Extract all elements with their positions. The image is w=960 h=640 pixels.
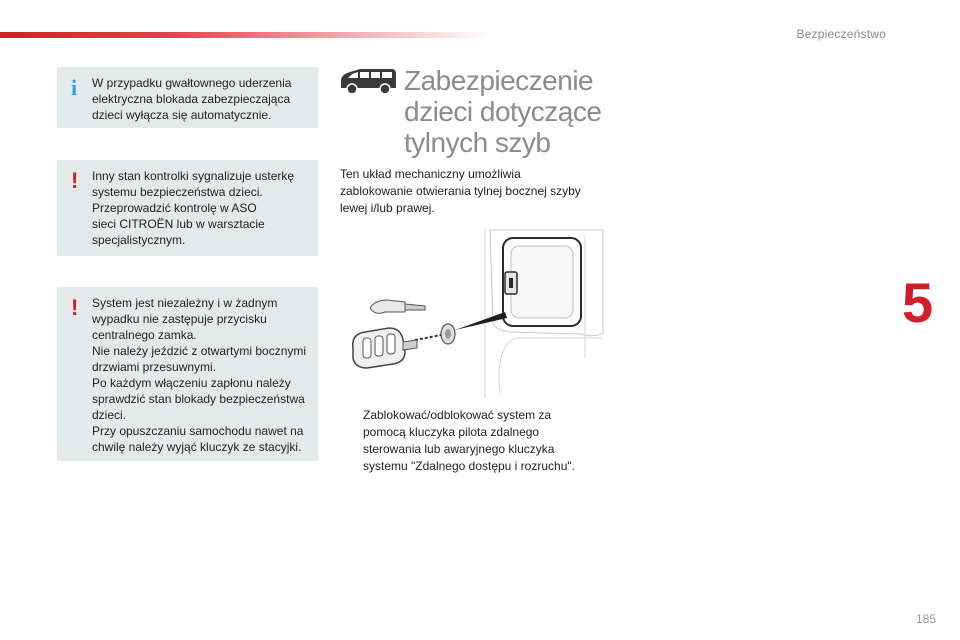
info-note [57,67,318,128]
van-icon [338,66,398,96]
intro-text: Ten układ mechaniczny umożliwia zablokowanie otwierania tylnej bocznej szyby lewej i/lub prawej. [340,167,581,215]
warning-note-text: System jest niezależny i w żadnym wypadku nie zastępuje przycisku centralnego zamka. Nie należy jeździć z otwartymi bocznymi drzwiami przesuwnymi. Po każdym włączeniu zapłonu należy sprawdzić stan blokady bezpieczeństwa dzieci. Przy opuszczaniu samochodu nawet na chwilę należy wyjąć kluczyk ze stacyjki. [92,296,307,454]
key-and-window-lock-illustration [345,228,607,398]
chapter-number: 5 [902,271,934,334]
instruction-step [340,407,610,475]
header-accent-bar [0,32,490,38]
warning-note [57,160,318,256]
warning-note [57,287,318,461]
page-title: Zabezpieczenie dzieci dotyczące tylnych szyb [404,65,602,158]
info-icon: i [71,75,78,100]
step-text: Zablokować/odblokować system za pomocą kluczyka pilota zdalnego sterowania lub awaryjnego kluczyka systemu "Zdalnego dostępu i rozruchu". [363,408,575,473]
warning-icon: ! [71,168,79,193]
warning-icon: ! [71,295,79,320]
page-number: 185 [916,612,937,626]
section-title: Bezpieczeństwo [796,27,886,41]
info-note-text: W przypadku gwałtownego uderzenia elektryczna blokada zabezpieczająca dzieci wyłącza się automatycznie. [92,76,292,122]
warning-note-text: Inny stan kontrolki sygnalizuje usterkę systemu bezpieczeństwa dzieci. Przeprowadzić kontrolę w ASO sieci CITROËN lub w warsztacie specjalistycznym. [92,169,295,247]
